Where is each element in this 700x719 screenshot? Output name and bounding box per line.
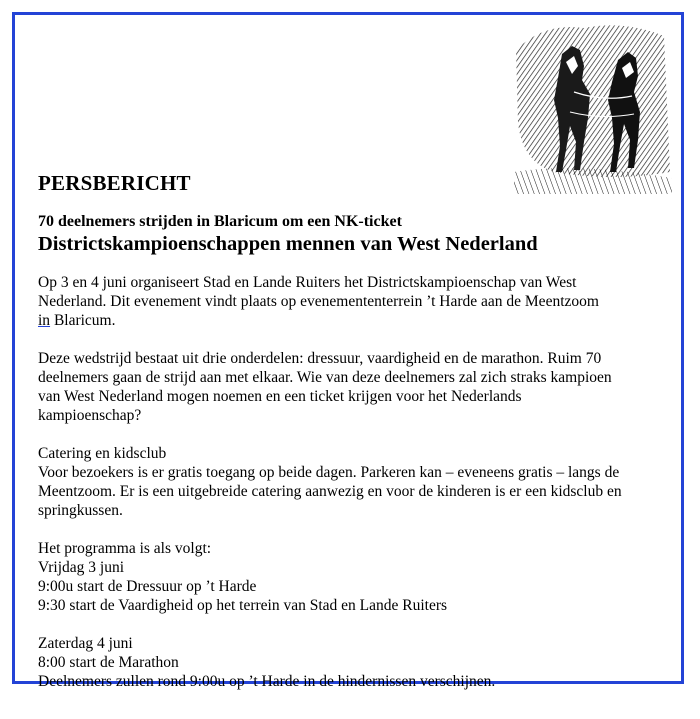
program-item: 8:00 start de Marathon: [38, 654, 179, 671]
paragraph-line: kampioenschap?: [38, 407, 142, 424]
document-body: [38, 273, 653, 691]
paragraph-line: Op 3 en 4 juni organiseert Stad en Lande Ruiters het Districtskampioenschap van West: [38, 274, 577, 291]
spacer: [38, 425, 653, 444]
program-item: 9:30 start de Vaardigheid op het terrein van Stad en Lande Ruiters: [38, 597, 448, 614]
program-item: Deelnemers zullen rond 9:00u op ’t Harde in de hindernissen verschijnen.: [38, 673, 496, 690]
spacer: [38, 615, 653, 634]
horses-illustration: [514, 22, 672, 194]
document-heading: Districtskampioenschappen mennen van West Nederland: [38, 233, 538, 255]
program-intro: Het programma is als volgt:: [38, 540, 212, 557]
paragraph-line: deelnemers gaan de strijd aan met elkaar. Wie van deze deelnemers zal zich straks kampioen: [38, 369, 612, 386]
paragraph-line: springkussen.: [38, 502, 123, 519]
program-item: 9:00u start de Dressuur op ’t Harde: [38, 578, 257, 595]
paragraph-line: van West Nederland mogen noemen en een ticket krijgen voor het Nederlands: [38, 388, 522, 405]
document-title: PERSBERICHT: [38, 171, 191, 195]
spacer: [38, 520, 653, 539]
document-subtitle: 70 deelnemers strijden in Blaricum om een NK-ticket: [38, 213, 402, 230]
paragraph-line: Deze wedstrijd bestaat uit drie onderdelen: dressuur, vaardigheid en de marathon. Ruim 70: [38, 350, 602, 367]
friday-heading: Vrijdag 3 juni: [38, 559, 125, 576]
paragraph-line: Voor bezoekers is er gratis toegang op beide dagen. Parkeren kan – eveneens gratis – langs de: [38, 464, 620, 481]
saturday-heading: Zaterdag 4 juni: [38, 635, 133, 652]
in-link[interactable]: in: [38, 312, 51, 329]
catering-heading: Catering en kidsclub: [38, 445, 167, 462]
paragraph-line: [38, 311, 653, 330]
paragraph-line: Meentzoom. Er is een uitgebreide catering aanwezig en voor de kinderen is er een kidsclub en: [38, 483, 622, 500]
paragraph-text: Blaricum.: [50, 312, 116, 329]
paragraph-line: Nederland. Dit evenement vindt plaats op evenemententerrein ’t Harde aan de Meentzoom: [38, 293, 599, 310]
spacer: [38, 330, 653, 349]
